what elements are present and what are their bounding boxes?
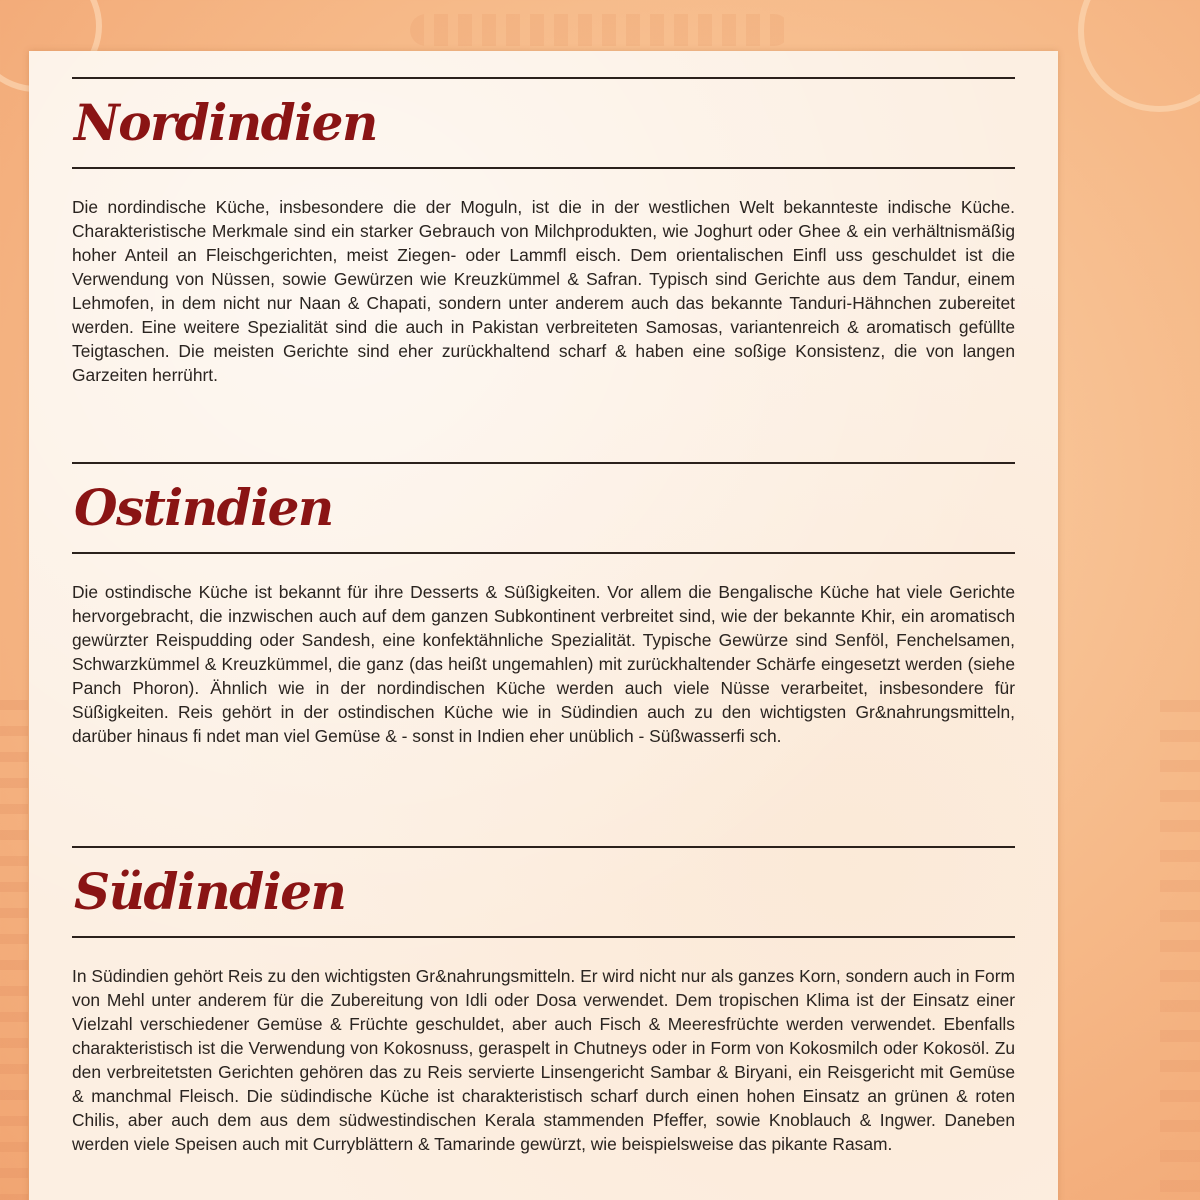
section-body: Die ostindische Küche ist bekannt für ihre Desserts & Süßigkeiten. Vor allem die Bengalische Küche hat viele Gerichte hervorgebracht, die inzwischen auch auf dem ganzen Subkontinent verbreitet sind, wie der bekannte Khir, ein aromatisch gewürzter Reispudding oder Sandesh, eine konfektähnliche Spezialität. Typische Gewürze sind Senföl, Fenchelsamen, Schwarzkümmel & Kreuzkümmel, die ganz (das heißt ungemahlen) mit zurückhaltender Schärfe eingesetzt werden (siehe Panch Phoron). Ähnlich wie in der nordindischen Küche werden auch viele Nüsse verarbeitet, insbesondere für Süßigkeiten. Reis gehört in der ostindischen Küche wie in Südindien auch zu den wichtigsten Gr&nahrungsmitteln, darüber hinaus fi ndet man viel Gemüse & - sonst in Indien eher unüblich - Süßwasserfi sch. xyxy=(72,582,1015,746)
section-title: Südindien xyxy=(74,862,346,921)
paper-panel xyxy=(29,51,1058,1200)
background-ornament-right xyxy=(1160,700,1200,1200)
background-ornament-left xyxy=(0,700,28,1200)
section-body: Die nordindische Küche, insbesondere die der Moguln, ist die in der westlichen Welt bekannteste indische Küche. Charakteristische Merkmale sind ein starker Gebrauch von Milchprodukten, wie Joghurt oder Ghee & ein verhältnismäßig hoher Anteil an Fleischgerichten, meist Ziegen- oder Lammfl eisch. Dem orientalischen Einfl uss geschuldet ist die Verwendung von Nüssen, sowie Gewürzen wie Kreuzkümmel & Safran. Typisch sind Gerichte aus dem Tandur, einem Lehmofen, in dem nicht nur Naan & Chapati, sondern unter anderem auch das bekannte Tanduri-Hähnchen zubereitet werden. Eine weitere Spezialität sind die auch in Pakistan verbreiteten Samosas, variantenreich & aromatisch gefüllte Teigtaschen. Die meisten Gerichte sind eher zurückhaltend scharf & haben eine soßige Konsistenz, die von langen Garzeiten herrührt. xyxy=(72,197,1015,385)
background-ornament-top xyxy=(410,14,790,46)
section-body: In Südindien gehört Reis zu den wichtigsten Gr&nahrungsmitteln. Er wird nicht nur als ganzes Korn, sondern auch in Form von Mehl unter anderem für die Zubereitung von Idli oder Dosa verwendet. Dem tropischen Klima ist der Einsatz einer Vielzahl verschiedener Gemüse & Früchte geschuldet, aber auch Fisch & Meeresfrüchte werden verwendet. Ebenfalls charakteristisch ist die Verwendung von Kokosnuss, geraspelt in Chutneys oder in Form von Kokosmilch oder Kokosöl. Zu den verbreitetsten Gerichten gehören das zu Reis servierte Linsengericht Sambar & Biryani, ein Reisgericht mit Gemüse & manchmal Fleisch. Die südindische Küche ist charakteristisch scharf durch einen hohen Einsatz an grünen & roten Chilis, aber auch dem aus dem südwestindischen Kerala stammenden Pfeffer, sowie Knoblauch & Ingwer. Daneben werden viele Speisen auch mit Curryblättern & Tamarinde gewürzt, wie beispielsweise das pikante Rasam. xyxy=(72,966,1015,1154)
section-title: Nordindien xyxy=(74,93,377,152)
section-north xyxy=(72,77,1015,387)
section-title: Ostindien xyxy=(74,478,333,537)
section-south xyxy=(72,846,1015,1156)
section-east xyxy=(72,462,1015,748)
background-ornament-top-right xyxy=(1078,0,1200,112)
